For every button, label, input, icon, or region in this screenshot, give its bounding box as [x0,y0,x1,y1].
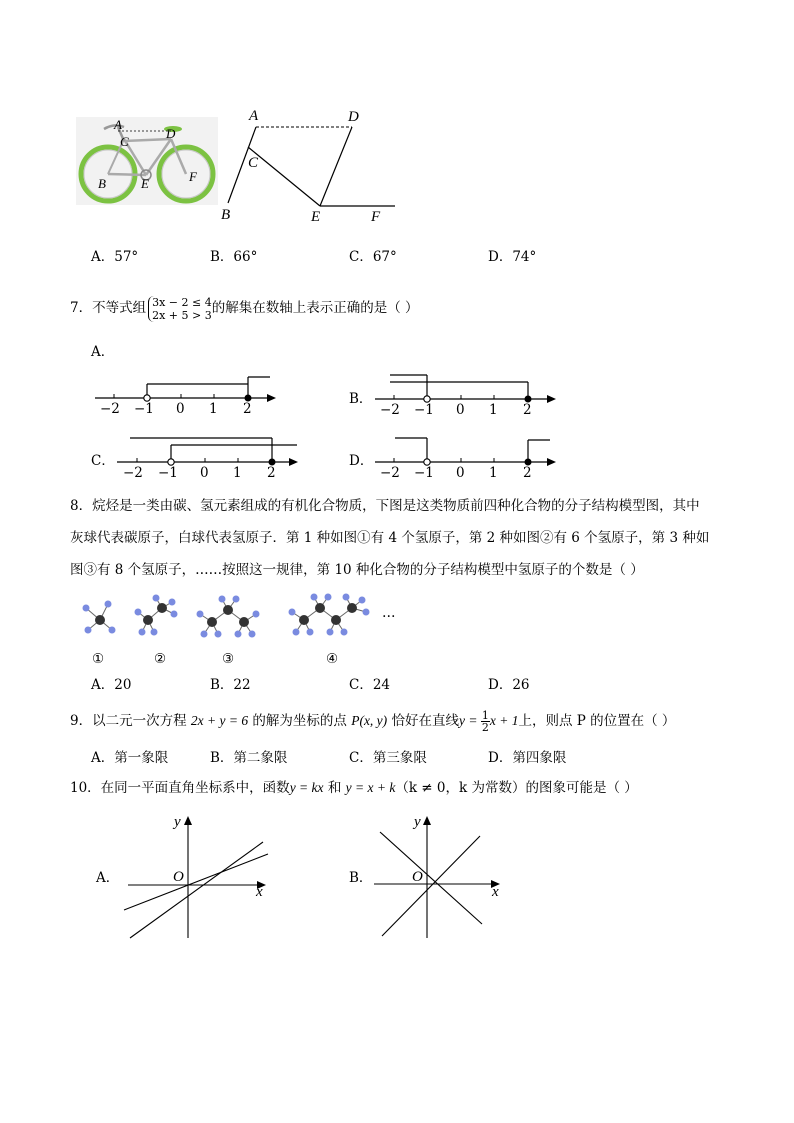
q7-suffix: 的解集在数轴上表示正确的是（ ） [211,300,419,316]
q10-function-2: y = x + k [345,780,396,795]
q9-option-a: A．第一象限 [91,750,169,766]
tick-label: 0 [456,402,465,418]
graph-a-origin: O [173,869,184,885]
photo-label-c: C [120,134,129,149]
q9-line-y: y = [458,713,481,728]
q9-middle2: 恰好在直线 [387,713,459,729]
figure-label-1: ① [92,651,105,667]
tick-label: 0 [456,465,465,481]
q10-condition: （k ≠ 0，k 为常数） [395,780,526,796]
molecule-3 [197,596,260,638]
tick-label: 0 [176,401,185,417]
photo-label-b: B [98,176,106,191]
q8-option-d: D．26 [488,677,530,693]
tick-label: −2 [380,402,400,418]
q6-option-a: A．57° [91,249,139,265]
graph-a-x-label: x [256,884,263,900]
q6-option-b: B．66° [210,249,258,265]
molecule-models [72,592,402,642]
photo-label-f: F [189,169,197,184]
tick-label: 2 [267,465,276,481]
q7-label-b: B． [349,391,373,407]
q9-stem [70,704,675,738]
q9-fraction [481,710,490,733]
q10-function-1: y = kx [289,780,324,795]
tick-label: −2 [100,401,120,417]
graph-a [118,814,278,942]
number-line-b [370,372,560,417]
graph-b-x-label: x [492,884,499,900]
q10-stem [70,779,638,797]
q9-equation: 2x + y = 6 [190,713,249,728]
q8-line-1: 8．烷烃是一类由碳、氢元素组成的有机化合物质，下图是这类物质前四种化合物的分子结构模型图，其中 [70,498,700,514]
q10-prefix: 10．在同一平面直角坐标系中，函数 [70,780,290,796]
q8-option-c: C．24 [349,677,391,693]
tick-label: 1 [489,402,498,418]
q7-label-d: D． [349,453,374,469]
geometry-diagram [215,105,395,230]
photo-label-e: E [141,176,149,191]
q7-stem [70,286,419,330]
q9-option-b: B．第二象限 [210,750,288,766]
tick-label: 2 [523,465,532,481]
graph-b-origin: O [412,869,423,885]
q9-option-c: C．第三象限 [349,750,427,766]
graph-b [370,814,510,942]
tick-label: −2 [380,465,400,481]
bicycle-photo [76,117,218,205]
q7-label-c: C． [91,453,115,469]
fraction-numerator: 1 [481,709,489,722]
graph-a-y-label: y [174,814,181,830]
q9-option-d: D．第四象限 [488,750,567,766]
tick-label: −1 [134,401,154,417]
q6-option-d: D．74° [488,249,537,265]
photo-label-a: A [114,117,122,132]
molecule-2 [135,595,178,636]
diagram-label-d: D [348,109,359,125]
tick-label: 2 [243,401,252,417]
tick-label: 1 [489,465,498,481]
tick-label: −1 [158,465,178,481]
q9-middle: 的解为坐标的点 [248,713,352,729]
inequality-1: 3x − 2 ≤ 4 [152,295,212,309]
number-line-a [90,372,280,417]
q7-number: 7．不等式组 [70,300,147,316]
tick-label: −2 [123,465,143,481]
tick-label: −1 [414,465,434,481]
q9-point: P(x, y) [351,713,388,728]
molecule-ellipsis: … [382,605,396,621]
fraction-denominator: 2 [481,721,489,734]
q10-label-a: A． [96,870,120,886]
diagram-label-b: B [221,207,231,223]
q9-suffix: 上，则点 P 的位置在（ ） [518,713,676,729]
q10-and: 和 [323,780,346,796]
q10-label-b: B． [349,870,373,886]
number-line-d [370,433,560,481]
q8-line-3: 图③有 8 个氢原子，……按照这一规律，第 10 种化合物的分子结构模型中氢原子的个数是（ ） [70,562,644,578]
tick-label: 1 [209,401,218,417]
inequality-2: 2x + 5 > 3 [152,308,212,322]
q8-line-2: 灰球代表碳原子，白球代表氢原子．第 1 种如图①有 4 个氢原子，第 2 种如图②有 6 个氢原子，第 3 种如 [70,530,710,546]
q9-prefix: 9．以二元一次方程 [70,713,191,729]
q10-suffix: 的图象可能是（ ） [525,780,638,796]
molecule-1 [83,601,116,634]
q6-option-c: C．67° [349,249,397,265]
graph-b-y-label: y [414,814,421,830]
number-line-c [112,433,302,481]
inequality-system [148,296,212,322]
q9-line-rest: x + 1 [489,713,519,728]
diagram-label-f: F [371,209,381,225]
diagram-label-c: C [248,155,259,171]
figure-label-3: ③ [222,651,235,667]
q8-option-a: A．20 [91,677,132,693]
q8-option-b: B．22 [210,677,251,693]
tick-label: 2 [523,402,532,418]
diagram-label-e: E [311,209,321,225]
figure-label-4: ④ [326,651,339,667]
tick-label: −1 [414,402,434,418]
tick-label: 0 [200,465,209,481]
molecule-4 [289,594,370,636]
figure-label-2: ② [154,651,167,667]
photo-label-d: D [166,126,176,141]
diagram-label-a: A [249,108,259,124]
q7-label-a: A． [91,344,115,360]
tick-label: 1 [233,465,242,481]
